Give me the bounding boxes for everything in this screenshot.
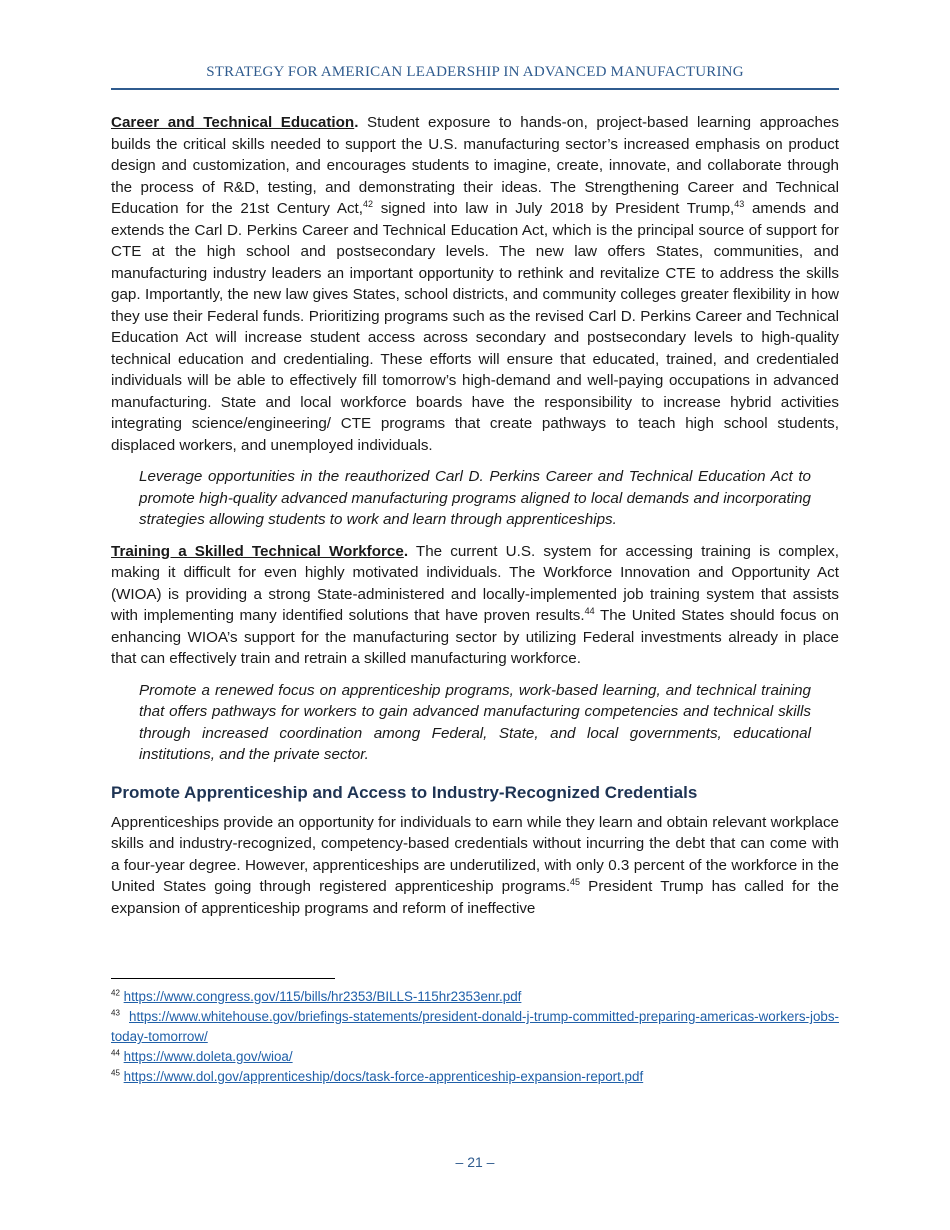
footnote-link-45[interactable]: https://www.dol.gov/apprenticeship/docs/task-force-apprenticeship-expansion-report.pdf bbox=[123, 1069, 644, 1084]
paragraph-cte: Career and Technical Education. Student exposure to hands-on, project-based learning approaches builds the critical skills needed to support the U.S. manufacturing sector’s increased emphasis on product design and customization, and encourages students to imagine, create, innovate, and collaborate through the process of R&D, testing, and demonstrating their ideas. The Strengthening Career and Technical Education for the 21st Century Act,$^{42}$ signed into law in July 2018 by President Trump,$^{43}$ amends and extends the Carl D. Perkins Career and Technical Education Act, which is the principal source of support for CTE at the high school and postsecondary levels. The new law offers States, communities, and manufacturing industry leaders an important opportunity to rethink and revitalize CTE to address the skills gap. Importantly, the new law gives States, school districts, and community colleges greater flexibility in how they use their Federal funds. Prioritizing programs such as the revised Carl D. Perkins Career and Technical Education Act will increase student access across secondary and postsecondary levels to high-quality technical education and credentialing. These efforts will ensure that educated, trained, and credentialed individuals will be able to effectively fill tomorrow’s high-demand and well-paying occupations in advanced manufacturing. State and local workforce boards have the responsibility to increase hybrid activities integrating science/engineering/ CTE programs that create pathways to teach high school students, displaced workers, and unemployed individuals. bbox=[111, 114, 839, 454]
footnote-link-42[interactable]: https://www.congress.gov/115/bills/hr2353/BILLS-115hr2353enr.pdf bbox=[123, 989, 522, 1004]
page-number: – 21 – bbox=[455, 1154, 495, 1170]
footnote-separator bbox=[111, 978, 335, 979]
footnote-ref-45[interactable]: 45 bbox=[570, 876, 581, 887]
footnote-ref-43[interactable]: 43 bbox=[734, 198, 745, 209]
footnote-link-43[interactable]: https://www.whitehouse.gov/briefings-statements/president-donald-j-trump-committed-preparing-americas-workers-jobs-today-tomorrow/ bbox=[111, 1009, 839, 1044]
footnote-ref-42[interactable]: 42 bbox=[363, 198, 374, 209]
section-heading-apprenticeship: Promote Apprenticeship and Access to Industry-Recognized Credentials bbox=[111, 782, 698, 802]
lead-in-cte: Career and Technical Education bbox=[111, 114, 355, 131]
running-header: STRATEGY FOR AMERICAN LEADERSHIP IN ADVANCED MANUFACTURING bbox=[206, 64, 744, 80]
recommendation-training: Promote a renewed focus on apprenticeship programs, work-based learning, and technical training that offers pathways for workers to gain advanced manufacturing competencies and technical skills through increased coordination among Federal, State, and local governments, educational institutions, and the private sector. bbox=[139, 681, 811, 763]
footnote-link-44[interactable]: https://www.doleta.gov/wioa/ bbox=[123, 1049, 293, 1064]
recommendation-cte: Leverage opportunities in the reauthorized Carl D. Perkins Career and Technical Education Act to promote high-quality advanced manufacturing programs aligned to local demands and incorporating strategies allowing students to work and learn through apprenticeships. bbox=[139, 468, 811, 528]
lead-in-training: Training a Skilled Technical Workforce bbox=[111, 542, 404, 560]
paragraph-apprenticeship: Apprenticeships provide an opportunity for individuals to earn while they learn and obtain relevant workplace skills and industry-recognized, competency-based credentials without incurring the debt that can come with a four-year degree. However, apprenticeships are underutilized, with only 0.3 percent of the workforce in the United States going through registered apprenticeship programs.$^{45}$ President Trump has called for the expansion of apprenticeship programs and reform of ineffective bbox=[111, 813, 839, 917]
header-rule bbox=[111, 88, 839, 90]
footnote-ref-44[interactable]: 44 bbox=[584, 605, 595, 616]
document-body bbox=[111, 112, 839, 929]
footnote-44: $^{44}$ https://www.doleta.gov/wioa/ bbox=[111, 1048, 293, 1064]
footnote-42: $^{42}$ https://www.congress.gov/115/bills/hr2353/BILLS-115hr2353enr.pdf bbox=[111, 988, 522, 1004]
footnotes bbox=[111, 987, 839, 1087]
paragraph-training: Training a Skilled Technical Workforce. The current U.S. system for accessing training is complex, making it difficult for even highly motivated individuals. The Workforce Innovation and Opportunity Act (WIOA) is providing a strong State-administered and locally-implemented job training system that assists with implementing many identified solutions that have proven results.$^{44}$ The United States should focus on enhancing WIOA’s support for the manufacturing sector by utilizing Federal investments already in place that can effectively train and retrain a skilled manufacturing workforce. bbox=[111, 542, 839, 667]
footnote-43: $^{43}$ https://www.whitehouse.gov/briefings-statements/president-donald-j-trump-committed-preparing-americas-workers-jobs-today-tomorrow/ bbox=[111, 1008, 839, 1044]
footnote-45: $^{45}$ https://www.dol.gov/apprenticeship/docs/task-force-apprenticeship-expansion-report.pdf bbox=[111, 1068, 644, 1084]
